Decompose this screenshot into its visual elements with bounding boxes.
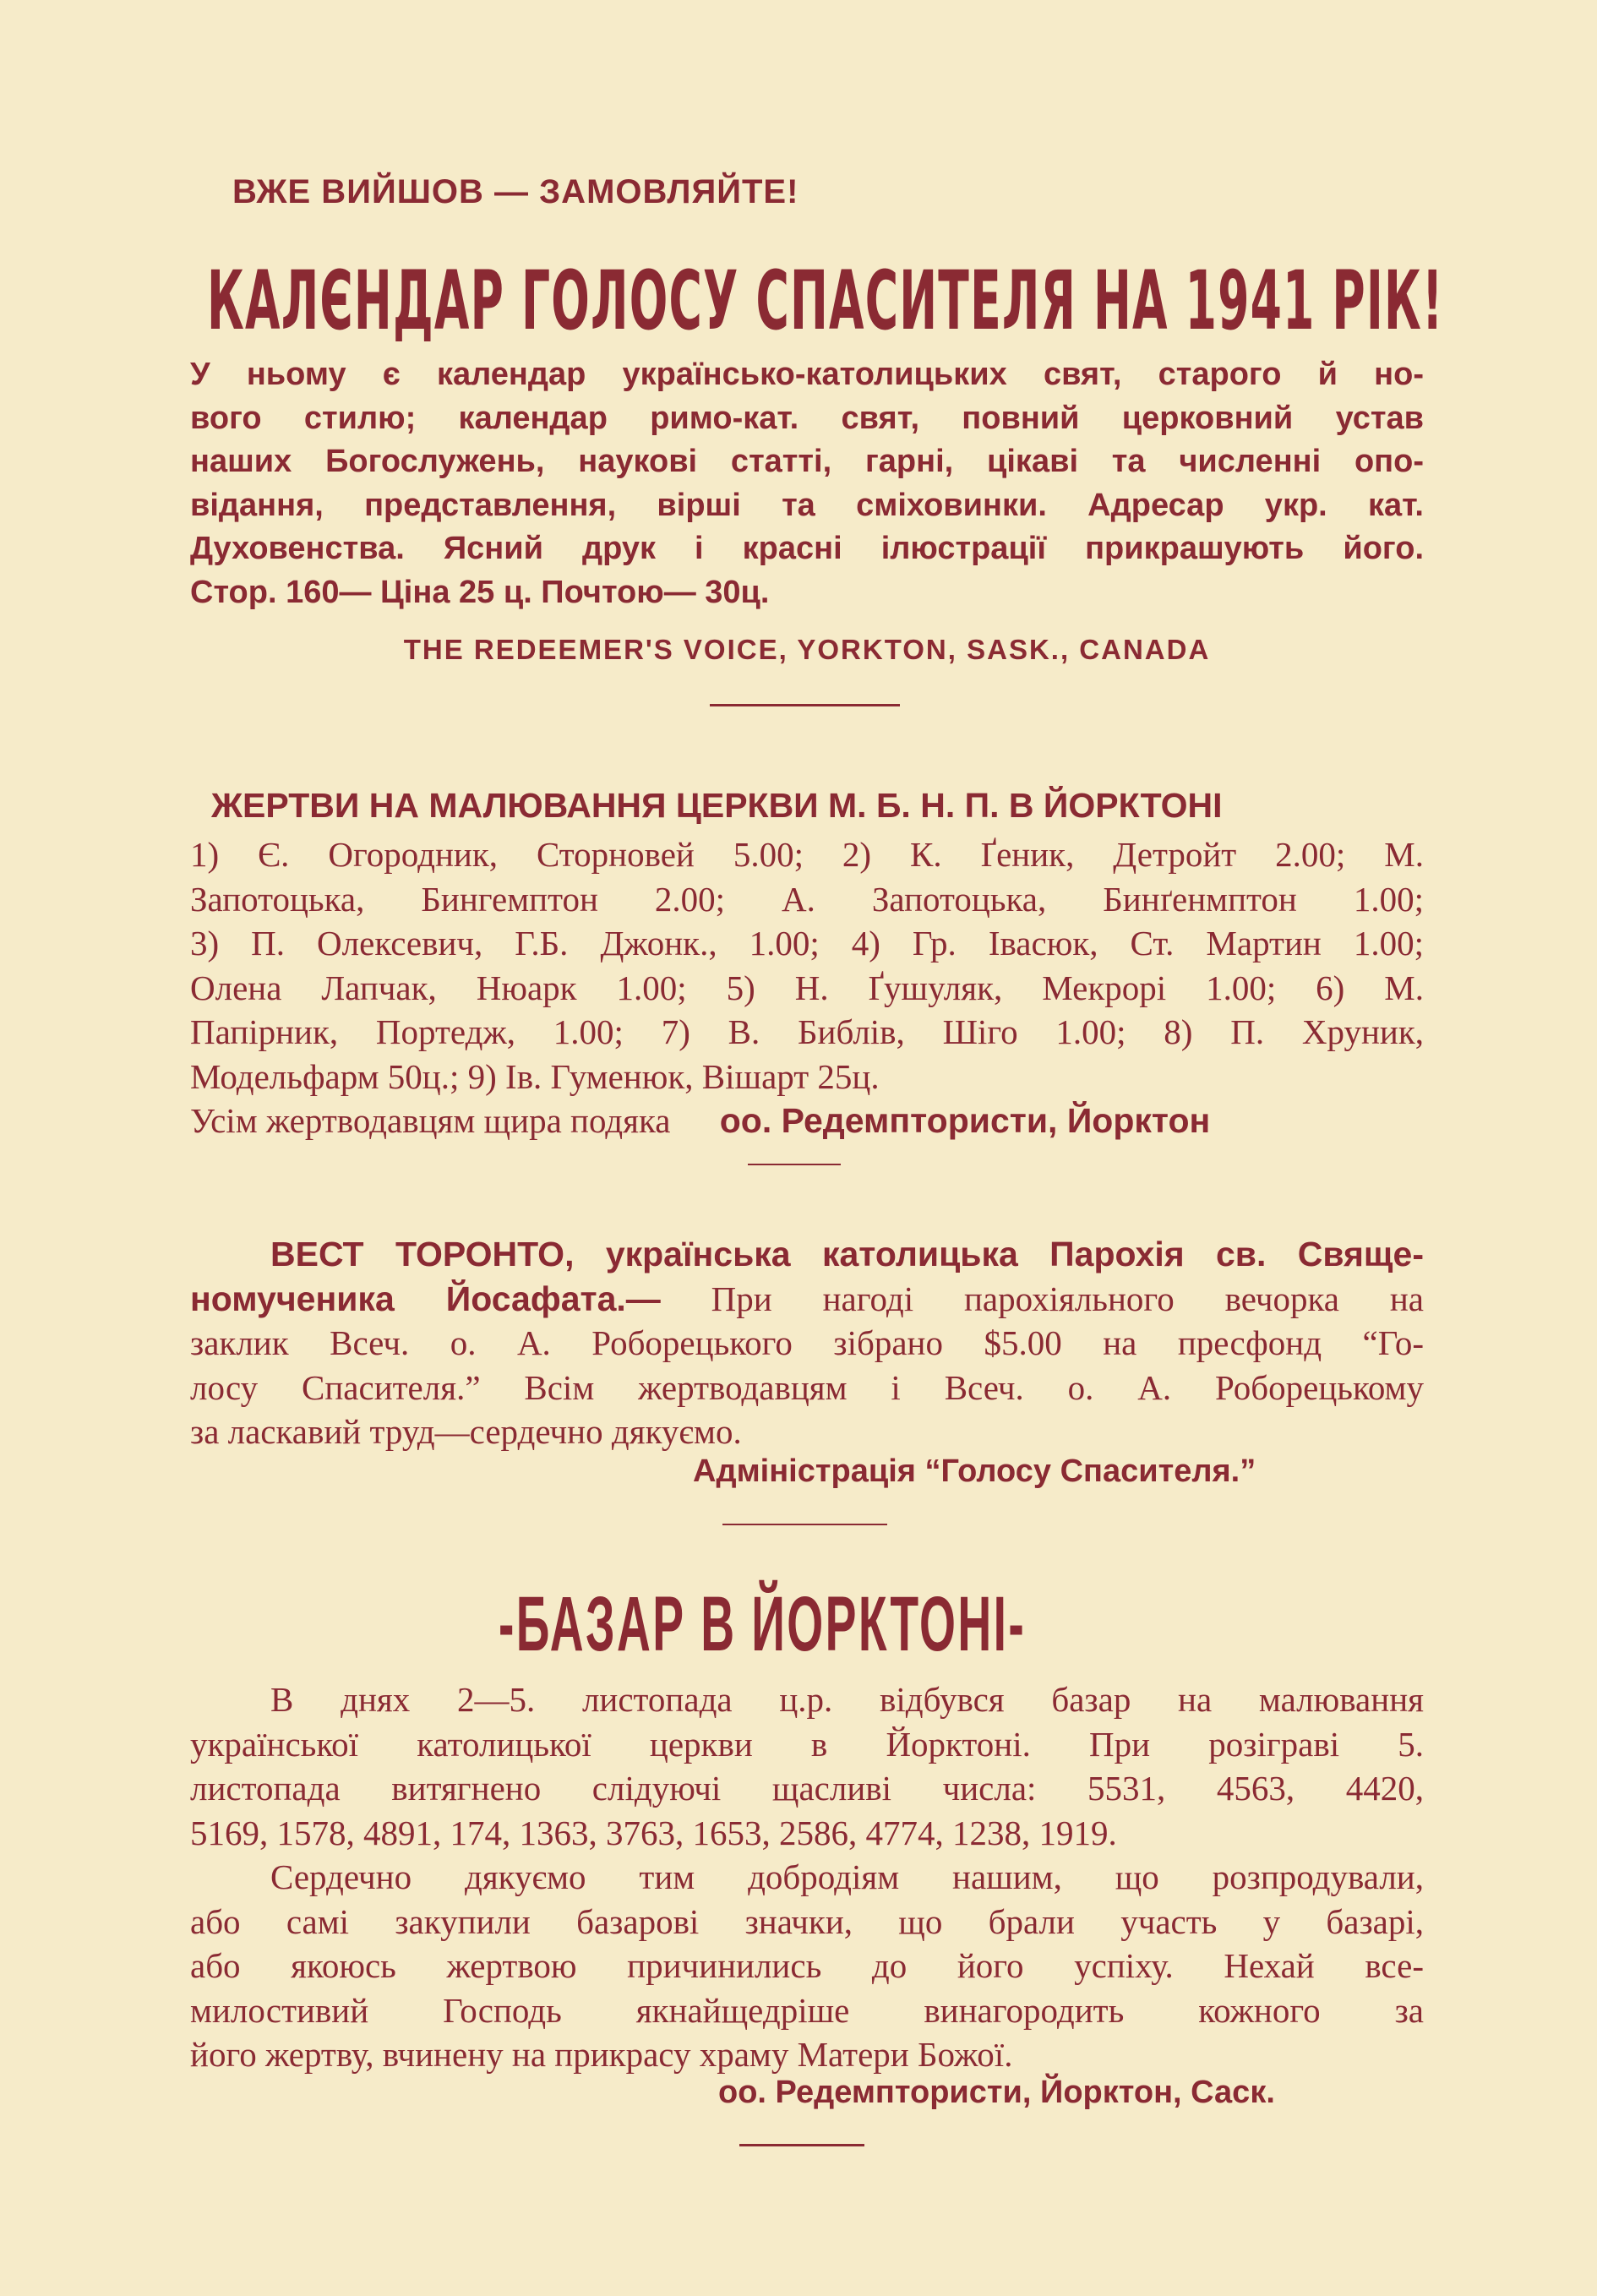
calendar-address: THE REDEEMER'S VOICE, YORKTON, SASK., CANADA: [403, 634, 1211, 665]
donations-thanks: Усім жертводавцям щира подяка: [190, 1101, 671, 1140]
divider: [748, 1164, 841, 1165]
divider: [739, 2144, 864, 2146]
bazar-line: української католицької церкви в Йорктоні. При розіграві 5.: [190, 1724, 1424, 1764]
donations-line: Папірник, Портедж, 1.00; 7) В. Библів, Шіго 1.00; 8) П. Хруник,: [190, 1012, 1424, 1051]
bazar-paragraph: [190, 1855, 1424, 2077]
calendar-announcement: ВЖЕ ВИЙШОВ — ЗАМОВЛЯЙТЕ!: [232, 173, 799, 210]
west-toronto-parish: номученика Йосафата.—: [190, 1279, 661, 1318]
bazar-line: або самі закупили базарові значки, що брали участь у базарі,: [190, 1901, 1424, 1941]
bazar-title: -БАЗАР В ЙОРКТОНІ-: [499, 1581, 1027, 1667]
bazar-line: 5169, 1578, 4891, 174, 1363, 3763, 1653, 2586, 4774, 1238, 1919.: [190, 1813, 1117, 1852]
donations-line: 1) Є. Огородник, Сторновей 5.00; 2) К. Ґеник, Детройт 2.00; М.: [190, 835, 1424, 874]
west-toronto-text: При нагоді парохіяльного вечорка на: [711, 1279, 1424, 1318]
donations-list: [190, 832, 1424, 1143]
donations-line: Запотоцька, Бингемптон 2.00; А. Запотоцька, Бинґенмптон 1.00;: [190, 879, 1424, 919]
bazar-signature: оо. Редемптористи, Йорктон, Саск.: [718, 2075, 1275, 2110]
divider: [722, 1524, 887, 1525]
calendar-line: У ньому є календар українсько-католицьких свят, старого й но-: [190, 357, 1424, 392]
bazar-line: В днях 2—5. листопада ц.р. відбувся базар на малювання: [270, 1680, 1424, 1719]
calendar-line: Духовенства. Ясний друк і красні ілюстрації прикрашують його.: [190, 531, 1424, 566]
calendar-line: вого стилю; календар римо-кат. свят, повний церковний устав: [190, 400, 1424, 436]
calendar-line: відання, представлення, вірші та сміховинки. Адресар укр. кат.: [190, 487, 1424, 523]
donations-thanks-line: [190, 1099, 1424, 1143]
west-toronto-line: лосу Спасителя.” Всім жертводавцям і Всеч. о. А. Роборецькому: [190, 1367, 1424, 1407]
bazar-line: милостивий Господь якнайщедріше винагородить кожного за: [190, 1990, 1424, 2030]
west-toronto-line: ВЕСТ ТОРОНТО, українська католицька Парохія св. Свяще-: [270, 1235, 1424, 1273]
calendar-title: КАЛЄНДАР ГОЛОСУ СПАСИТЕЛЯ НА 1941 РІК!: [207, 254, 1444, 348]
donations-signature: оо. Редемптористи, Йорктон: [719, 1101, 1211, 1140]
donations-line: 3) П. Олексевич, Г.Б. Джонк., 1.00; 4) Гр. Івасюк, Ст. Мартин 1.00;: [190, 924, 1424, 963]
west-toronto-signature: Адміністрація “Голосу Спасителя.”: [693, 1453, 1256, 1489]
bazar-line: або якоюсь жертвою причинились до його успіху. Нехай все-: [190, 1946, 1424, 1985]
donations-title: ЖЕРТВИ НА МАЛЮВАННЯ ЦЕРКВИ М. Б. Н. П. В ЙОРКТОНІ: [211, 786, 1223, 825]
west-toronto-line: заклик Всеч. о. А. Роборецького зібрано $5.00 на пресфонд “Го-: [190, 1323, 1424, 1362]
donations-line: Олена Лапчак, Нюарк 1.00; 5) Н. Ґушуляк, Мекрорі 1.00; 6) М.: [190, 968, 1424, 1007]
bazar-line: листопада витягнено слідуючі щасливі числа: 5531, 4563, 4420,: [190, 1769, 1424, 1808]
calendar-line: наших Богослужень, наукові статті, гарні, цікаві та численні опо-: [190, 444, 1424, 479]
calendar-description: [190, 353, 1424, 614]
bazar-paragraph: [190, 1677, 1424, 1855]
bazar-line: його жертву, вчинену на прикрасу храму Матери Божої.: [190, 2035, 1013, 2074]
west-toronto-line: [190, 1277, 1424, 1322]
calendar-line: Стор. 160— Ціна 25 ц. Почтою— 30ц.: [190, 574, 770, 610]
bazar-line: Сердечно дякуємо тим добродіям нашим, що розпродували,: [270, 1857, 1424, 1896]
west-toronto-line: за ласкавий труд—сердечно дякуємо.: [190, 1412, 742, 1451]
divider: [710, 704, 900, 706]
donations-line: Модельфарм 50ц.; 9) Ів. Гуменюк, Вішарт 25ц.: [190, 1056, 880, 1096]
west-toronto-notice: [190, 1232, 1424, 1454]
